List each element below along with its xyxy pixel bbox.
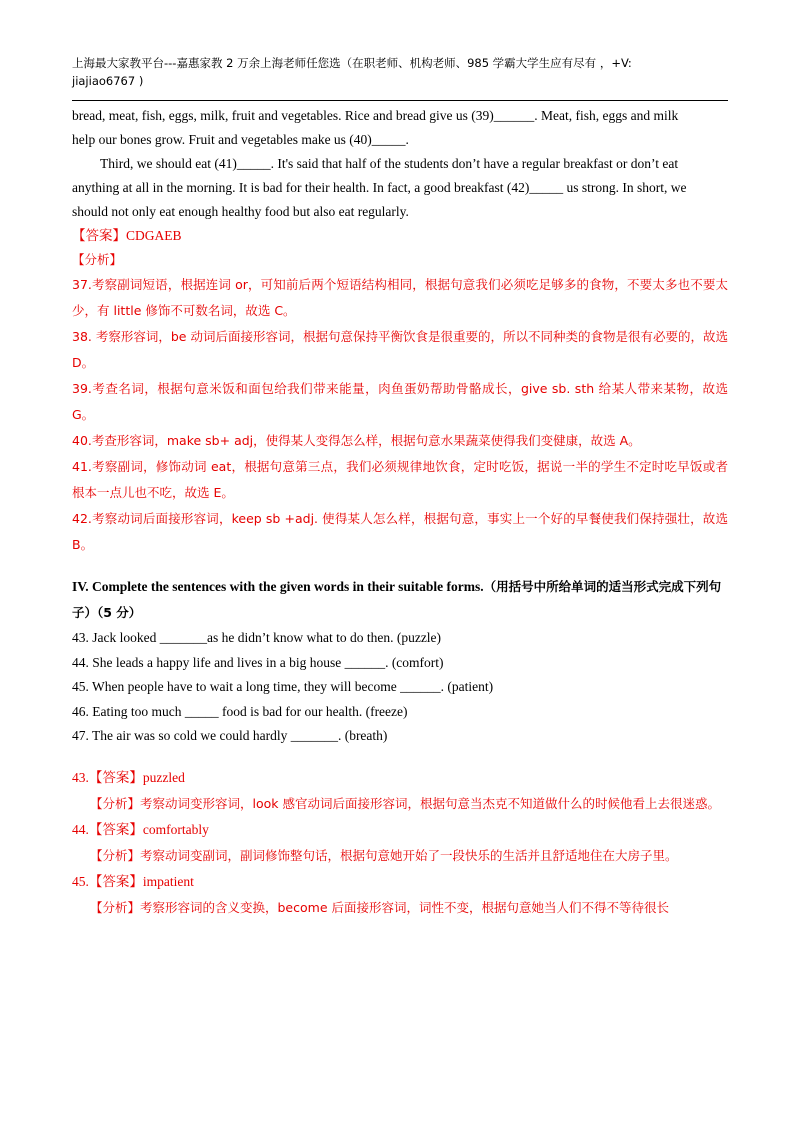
page-header xyxy=(72,54,728,90)
analysis-45: 【分析】考察形容词的含义变换，become 后面接形容词，词性不变，根据句意她当人们不得不等待很长 xyxy=(90,899,669,915)
analysis-43: 【分析】考察动词变形容词，look 感官动词后面接形容词，根据句意当杰克不知道做什么的时候他看上去很迷惑。 xyxy=(90,795,720,811)
header-line-1: 上海最大家教平台---嘉惠家教 2 万余上海老师任您选（在职老师、机构老师、985 学霸大学生应有尽有 ，+V: xyxy=(72,56,632,70)
answer-45: 45.【答案】impatient xyxy=(72,873,194,889)
spacer xyxy=(72,749,728,765)
document-body xyxy=(72,104,728,921)
header-line-2: jiajiao6767 ) xyxy=(72,74,144,88)
question-47: 47. The air was so cold we could hardly _______. (breath) xyxy=(72,728,388,743)
passage-p1-line2: help our bones grow. Fruit and vegetables make us (40)_____. xyxy=(72,132,409,147)
header-rule xyxy=(72,100,728,101)
question-43: 43. Jack looked _______as he didn’t know what to do then. (puzzle) xyxy=(72,630,442,645)
analysis-item-41: 41.考察副词，修饰动词 eat，根据句意第三点，我们必须规律地饮食，定时吃饭，据说一半的学生不定时吃早饭或者根本一点儿也不吃，故选 E。 xyxy=(72,459,728,500)
analysis-item-42: 42.考察动词后面接形容词，keep sb +adj. 使得某人怎么样，根据句意，事实上一个好的早餐使我们保持强壮，故选 B。 xyxy=(72,511,728,552)
passage-p2-line2: anything at all in the morning. It is bad for their health. In fact, a good breakfast (42)_____ us strong. In short, we xyxy=(72,180,687,195)
question-46: 46. Eating too much _____ food is bad for our health. (freeze) xyxy=(72,703,408,719)
passage-p1-line1: bread, meat, fish, eggs, milk, fruit and vegetables. Rice and bread give us (39)______. Meat, fish, eggs and milk xyxy=(72,108,679,123)
analysis-item-38: 38. 考察形容词，be 动词后面接形容词，根据句意保持平衡饮食是很重要的，所以不同种类的食物是很有必要的，故选 D。 xyxy=(72,329,728,370)
analysis-item-37: 37.考察副词短语，根据连词 or，可知前后两个短语结构相同，根据句意我们必须吃足够多的食物，不要太多也不要太少，有 little 修饰不可数名词，故选 C。 xyxy=(72,277,728,318)
analysis-item-39: 39.考查名词，根据句意米饭和面包给我们带来能量，肉鱼蛋奶帮助骨骼成长，give sb. sth 给某人带来某物，故选 G。 xyxy=(72,381,728,422)
spacer xyxy=(72,558,728,574)
section-4-title xyxy=(72,574,728,626)
analysis-item-40: 40.考查形容词，make sb+ adj，使得某人变得怎么样，根据句意水果蔬菜使得我们变健康，故选 A。 xyxy=(72,433,641,448)
section-4-title-en: IV. Complete the sentences with the given words in their suitable forms. xyxy=(72,579,484,594)
answer-block1: 【答案】CDGAEB xyxy=(72,228,182,243)
analysis-44: 【分析】考察动词变副词，副词修饰整句话，根据句意她开始了一段快乐的生活并且舒适地住在大房子里。 xyxy=(90,847,678,863)
passage-p2-line3: should not only eat enough healthy food but also eat regularly. xyxy=(72,204,409,219)
answer-44: 44.【答案】comfortably xyxy=(72,821,209,837)
question-45: 45. When people have to wait a long time, they will become ______. (patient) xyxy=(72,679,494,694)
analysis-label: 【分析】 xyxy=(72,252,123,267)
answer-43: 43.【答案】puzzled xyxy=(72,769,185,785)
section-4-title-zh: （用括号中所给单词的适当形式完成下列句子）（5 分） xyxy=(72,579,722,620)
passage-p2-line1: Third, we should eat (41)_____. It's said that half of the students don’t have a regular breakfast or don’t eat xyxy=(100,156,679,171)
question-44: 44. She leads a happy life and lives in a big house ______. (comfort) xyxy=(72,654,444,670)
